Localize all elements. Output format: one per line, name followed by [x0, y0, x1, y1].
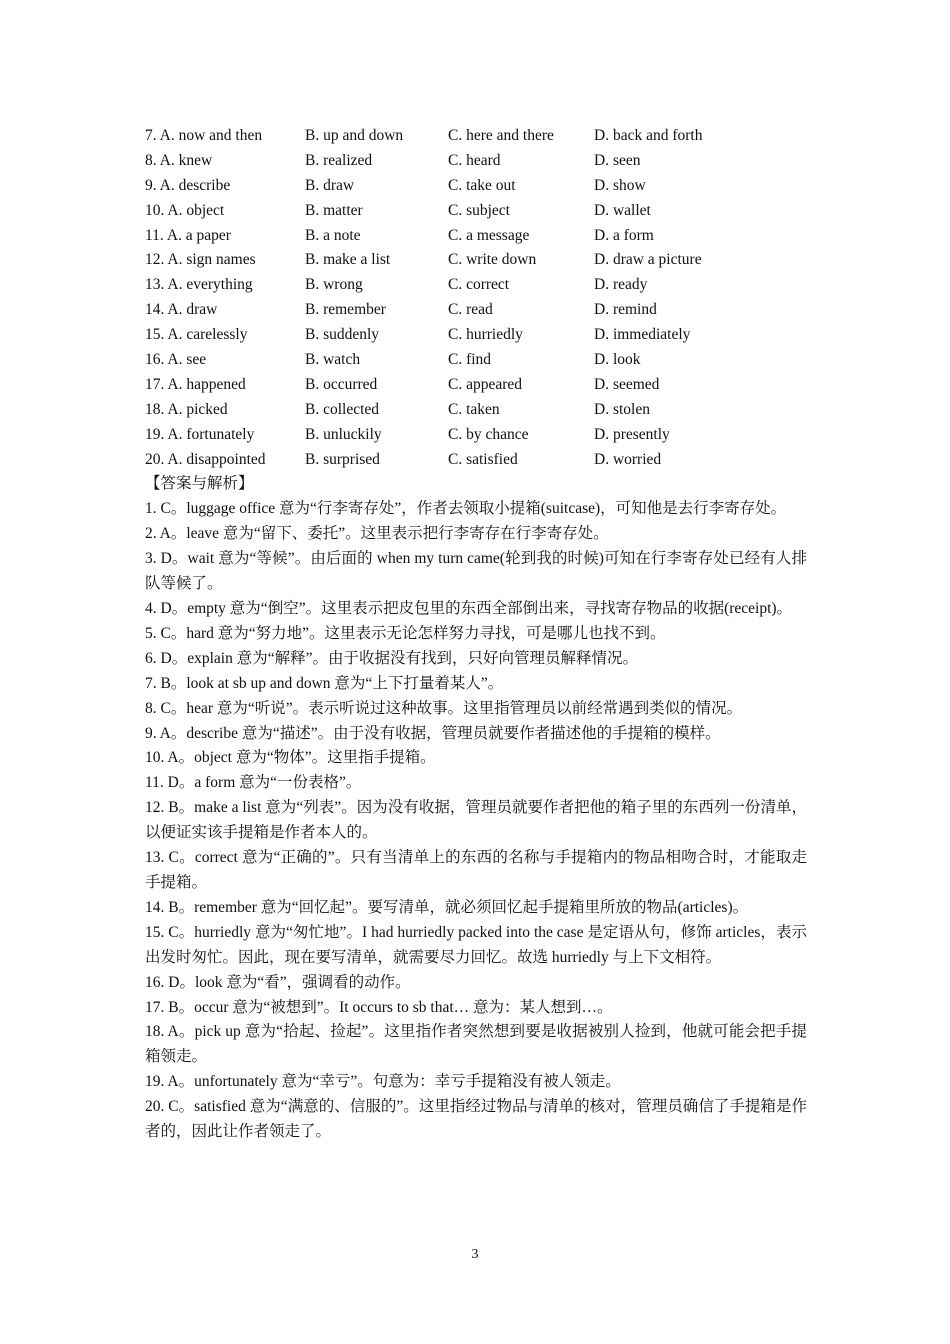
option-c: C. by chance: [448, 425, 529, 443]
option-a: 13. A. everything: [145, 276, 253, 294]
option-d: D. stolen: [594, 400, 650, 418]
option-b: B. surprised: [305, 450, 380, 468]
page-number: 3: [471, 1247, 479, 1262]
option-b: B. watch: [305, 351, 361, 369]
option-b: B. suddenly: [305, 326, 380, 344]
answer-explanation: 11. D。a form 意为“一份表格”。: [145, 774, 362, 792]
answer-explanation: 6. D。explain 意为“解释”。由于收据没有找到，只好向管理员解释情况。: [145, 649, 638, 667]
option-b: B. a note: [305, 226, 361, 244]
question-options-row: [145, 448, 807, 473]
option-c: C. appeared: [448, 375, 523, 393]
answer-explanation: 5. C。hard 意为“努力地”。这里表示无论怎样努力寻找，可是哪儿也找不到。: [145, 624, 666, 642]
answer-explanation: 9. A。describe 意为“描述”。由于没有收据，管理员就要作者描述他的手提箱的模样。: [145, 724, 721, 742]
option-b: B. collected: [305, 400, 380, 418]
option-a: 8. A. knew: [145, 151, 213, 169]
question-options-row: [145, 298, 807, 323]
option-b: B. occurred: [305, 375, 378, 393]
answer-explanation: 18. A。pick up 意为“拾起、捡起”。这里指作者突然想到要是收据被别人捡到，他就可能会把手提箱领走。: [145, 1023, 807, 1066]
option-d: D. wallet: [594, 201, 651, 219]
option-d: D. worried: [594, 450, 662, 468]
answer-explanation: 15. C。hurriedly 意为“匆忙地”。I had hurriedly packed into the case 是定语从句，修饰 articles，表示出发时匆忙。因此，现在要写清单，就需要尽力回忆。故选 hurriedly 与上下文相符。: [145, 923, 807, 966]
option-d: D. immediately: [594, 326, 691, 344]
question-options-row: [145, 174, 807, 199]
question-options-row: [145, 323, 807, 348]
question-options-row: [145, 248, 807, 273]
page-content: [145, 124, 807, 1145]
option-c: C. here and there: [448, 127, 554, 144]
answer-explanation: 13. C。correct 意为“正确的”。只有当清单上的东西的名称与手提箱内的物品相吻合时，才能取走手提箱。: [145, 849, 807, 891]
answer-list: [145, 497, 807, 1145]
option-c: C. satisfied: [448, 450, 518, 468]
option-d: D. draw a picture: [594, 251, 702, 269]
answer-explanation: 2. A。leave 意为“留下、委托”。这里表示把行李寄存在行李寄存处。: [145, 525, 609, 543]
option-b: B. unluckily: [305, 425, 382, 443]
answers-heading: 【答案与解析】: [145, 475, 254, 493]
answer-explanation: 19. A。unfortunately 意为“幸亏”。句意为：幸亏手提箱没有被人领走。: [145, 1073, 621, 1091]
option-c: C. taken: [448, 400, 500, 418]
question-options-row: [145, 373, 807, 398]
option-list: [145, 124, 807, 472]
question-options-row: [145, 124, 807, 149]
option-a: 7. A. now and then: [145, 127, 263, 144]
option-c: C. correct: [448, 276, 510, 294]
option-a: 11. A. a paper: [145, 226, 231, 244]
option-a: 9. A. describe: [145, 176, 231, 194]
option-a: 19. A. fortunately: [145, 425, 255, 443]
answer-explanation: 7. B。look at sb up and down 意为“上下打量着某人”。: [145, 674, 504, 692]
option-a: 17. A. happened: [145, 375, 246, 393]
question-options-row: [145, 224, 807, 249]
option-b: B. draw: [305, 176, 355, 194]
option-d: D. a form: [594, 226, 654, 244]
option-b: B. wrong: [305, 276, 363, 294]
answer-explanation: 4. D。empty 意为“倒空”。这里表示把皮包里的东西全部倒出来，寻找寄存物品的收据(receipt)。: [145, 600, 793, 617]
option-b: B. realized: [305, 151, 373, 169]
answer-explanation: 1. C。luggage office 意为“行李寄存处”，作者去领取小提箱(suitcase)，可知他是去行李寄存处。: [145, 500, 787, 518]
option-a: 20. A. disappointed: [145, 450, 266, 468]
answer-explanation: 12. B。make a list 意为“列表”。因为没有收据，管理员就要作者把他的箱子里的东西列一份清单，以便证实该手提箱是作者本人的。: [145, 799, 807, 842]
option-d: D. seen: [594, 151, 641, 169]
option-b: B. remember: [305, 301, 386, 319]
option-c: C. write down: [448, 251, 537, 269]
question-options-row: [145, 348, 807, 373]
option-c: C. hurriedly: [448, 326, 523, 344]
option-d: D. remind: [594, 301, 657, 319]
option-d: D. show: [594, 176, 646, 194]
answer-explanation: 14. B。remember 意为“回忆起”。要写清单，就必须回忆起手提箱里所放的物品(articles)。: [145, 898, 749, 916]
option-d: D. seemed: [594, 375, 660, 393]
option-a: 18. A. picked: [145, 400, 228, 418]
question-options-row: [145, 398, 807, 423]
option-a: 16. A. see: [145, 351, 207, 369]
option-a: 10. A. object: [145, 201, 225, 219]
question-options-row: [145, 273, 807, 298]
option-c: C. read: [448, 301, 493, 319]
option-d: D. back and forth: [594, 127, 703, 144]
option-a: 14. A. draw: [145, 301, 218, 319]
question-options-row: [145, 149, 807, 174]
answer-explanation: 3. D。wait 意为“等候”。由后面的 when my turn came(轮到我的时候)可知在行李寄存处已经有人排队等候了。: [145, 550, 807, 593]
answer-explanation: 20. C。satisfied 意为“满意的、信服的”。这里指经过物品与清单的核对，管理员确信了手提箱是作者的，因此让作者领走了。: [145, 1098, 807, 1141]
option-b: B. make a list: [305, 251, 391, 269]
answer-explanation: 17. B。occur 意为“被想到”。It occurs to sb that… 意为：某人想到…。: [145, 998, 613, 1016]
option-c: C. find: [448, 351, 492, 369]
option-c: C. subject: [448, 201, 510, 219]
option-b: B. up and down: [305, 127, 404, 144]
answer-explanation: 10. A。object 意为“物体”。这里指手提箱。: [145, 749, 436, 767]
option-c: C. a message: [448, 226, 530, 244]
option-c: C. take out: [448, 176, 516, 194]
option-a: 12. A. sign names: [145, 251, 256, 269]
answer-explanation: 8. C。hear 意为“听说”。表示听说过这种故事。这里指管理员以前经常遇到类似的情况。: [145, 699, 743, 717]
answer-explanation: 16. D。look 意为“看”，强调看的动作。: [145, 973, 411, 991]
option-d: D. presently: [594, 425, 670, 443]
option-a: 15. A. carelessly: [145, 326, 248, 344]
option-d: D. ready: [594, 276, 648, 294]
option-d: D. look: [594, 351, 641, 369]
option-c: C. heard: [448, 151, 501, 169]
option-b: B. matter: [305, 201, 363, 219]
question-options-row: [145, 199, 807, 224]
question-options-row: [145, 423, 807, 448]
